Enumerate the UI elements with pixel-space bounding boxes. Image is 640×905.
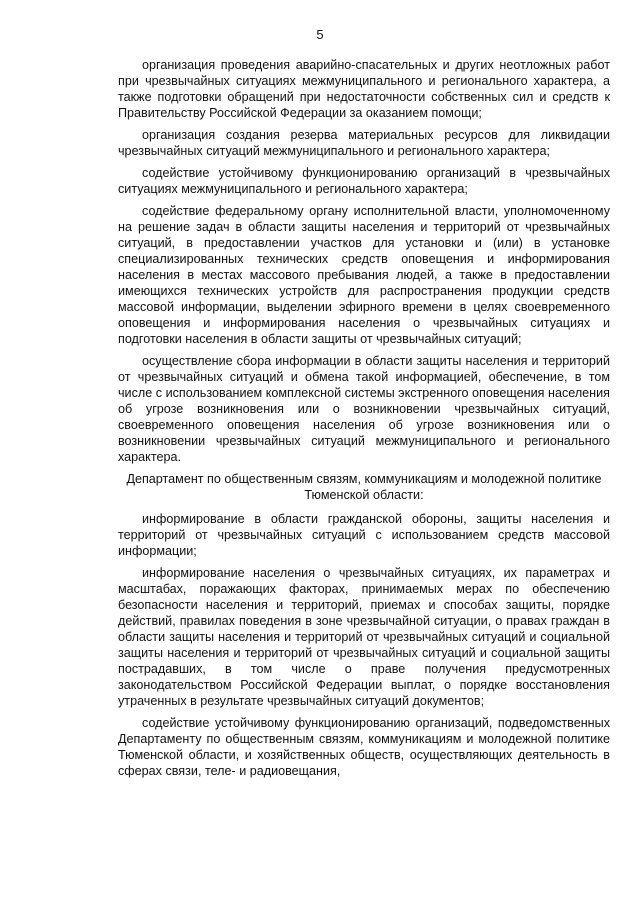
paragraph: осуществление сбора информации в области защиты населения и территорий от чрезвычайных ситуаций и обмена такой информацией, обеспечение, в том числе с использованием комплексной системы экстренного оповещения населения об угрозе возникновения или о возникновении чрезвычайных ситуаций, своевременного оповещения населения об угрозе возникновения или о возникновении чрезвычайных ситуаций межмуниципального и регионального характера.: [118, 354, 610, 464]
department-heading: Департамент по общественным связям, коммуникациям и молодежной политике Тюменской области:: [126, 472, 602, 502]
paragraph: содействие устойчивому функционированию организаций, подведомственных Департаменту по общественным связям, коммуникациям и молодежной политике Тюменской области, и хозяйственных обществ, осуществляющих деятельность в сферах связи, теле- и радиовещания,: [118, 716, 610, 778]
paragraph: организация проведения аварийно-спасательных и других неотложных работ при чрезвычайных ситуациях межмуниципального и регионального характера, а также подготовки обращений при недостаточности собственных сил и средств к Правительству Российской Федерации за оказанием помощи;: [118, 58, 610, 120]
paragraph: организация создания резерва материальных ресурсов для ликвидации чрезвычайных ситуаций межмуниципального и регионального характера;: [118, 128, 610, 158]
paragraph: информирование населения о чрезвычайных ситуациях, их параметрах и масштабах, поражающих факторах, принимаемых мерах по обеспечению безопасности населения и территорий, приемах и способах защиты, порядке действий, правилах поведения в зоне чрезвычайной ситуации, о правах граждан в области защиты населения и территорий от чрезвычайных ситуаций и социальной защиты населения и территорий от чрезвычайных ситуаций и социальной защиты пострадавших, в том числе о праве получения предусмотренных законодательством Российской Федерации выплат, о порядке восстановления утраченных в результате чрезвычайных ситуаций документов;: [118, 566, 610, 708]
paragraph: содействие федеральному органу исполнительной власти, уполномоченному на решение задач в области защиты населения и территорий от чрезвычайных ситуаций, в предоставлении участков для установки и (или) в установке специализированных технических средств оповещения и информирования населения в местах массового пребывания людей, а также в предоставлении имеющихся технических устройств для распространения продукции средств массовой информации, выделении эфирного времени в целях своевременного оповещения и информирования населения о чрезвычайных ситуациях и подготовки населения в области защиты от чрезвычайных ситуаций;: [118, 204, 610, 346]
paragraph: содействие устойчивому функционированию организаций в чрезвычайных ситуациях межмуниципального и регионального характера;: [118, 166, 610, 196]
page-number: 5: [316, 27, 324, 42]
paragraph: информирование в области гражданской обороны, защиты населения и территорий от чрезвычайных ситуаций с использованием средств массовой информации;: [118, 512, 610, 558]
document-body: [118, 57, 610, 785]
